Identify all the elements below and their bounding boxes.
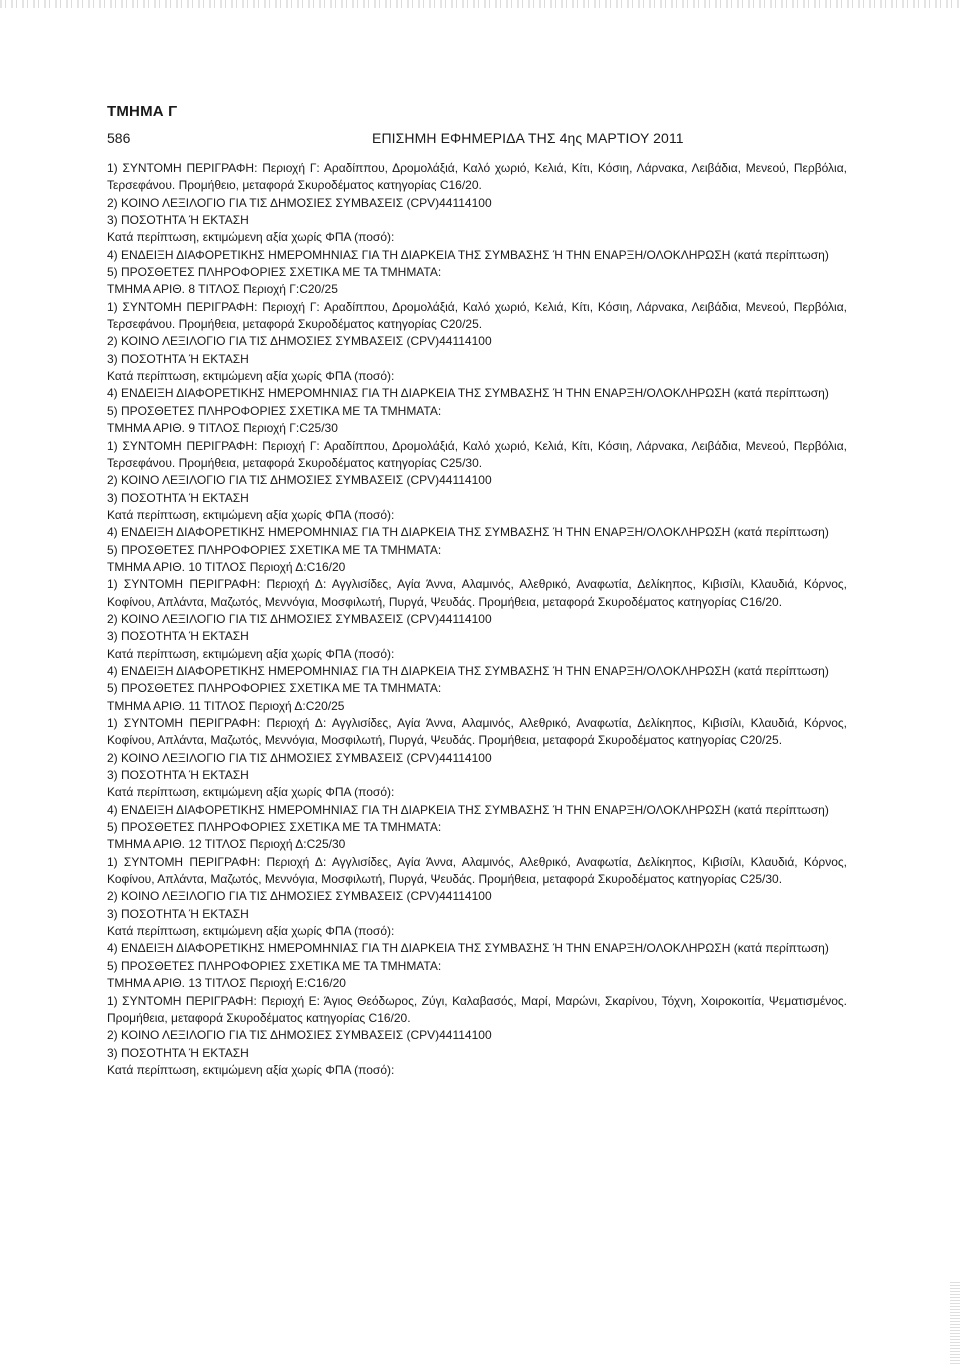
document-line: Κατά περίπτωση, εκτιμώμενη αξία χωρίς ΦΠΑ (ποσό): — [107, 924, 395, 939]
document-line: Κατά περίπτωση, εκτιμώμενη αξία χωρίς ΦΠΑ (ποσό): — [107, 369, 395, 384]
journal-title: ΕΠΙΣΗΜΗ ΕΦΗΜΕΡΙΔΑ ΤΗΣ 4ης ΜΑΡΤΙΟΥ 2011 — [372, 130, 684, 146]
document-line: Κατά περίπτωση, εκτιμώμενη αξία χωρίς ΦΠΑ (ποσό): — [107, 646, 395, 661]
document-line: ΤΜΗΜΑ ΑΡΙΘ. 11 ΤΙΤΛΟΣ Περιοχή Δ:C20/25 — [107, 698, 345, 713]
document-line: Κατά περίπτωση, εκτιμώμενη αξία χωρίς ΦΠΑ (ποσό): — [107, 230, 395, 245]
document-line: 4) ΕΝΔΕΙΞΗ ΔΙΑΦΟΡΕΤΙΚΗΣ ΗΜΕΡΟΜΗΝΙΑΣ ΓΙΑ ΤΗ ΔΙΑΡΚΕΙΑ ΤΗΣ ΣΥΜΒΑΣΗΣ Ή ΤΗΝ ΕΝΑΡΞΗ/ΟΛΟΚΛΗΡΩΣΗ (κατά περίπτωση) — [107, 386, 829, 401]
document-line: 5) ΠΡΟΣΘΕΤΕΣ ΠΛΗΡΟΦΟΡΙΕΣ ΣΧΕΤΙΚΑ ΜΕ ΤΑ ΤΜΗΜΑΤΑ: — [107, 403, 442, 418]
document-line: Κατά περίπτωση, εκτιμώμενη αξία χωρίς ΦΠΑ (ποσό): — [107, 507, 395, 522]
scan-artifact-right — [950, 1280, 960, 1364]
document-line: 1) ΣΥΝΤΟΜΗ ΠΕΡΙΓΡΑΦΗ: Περιοχή Δ: Αγγλισίδες, Αγία Άννα, Αλαμινός, Αλεθρικό, Αναφωτία, Δελίκηπος, Κιβισίλι, Κλαυδιά, Κόρνος, Κοφίνου, Απλάντα, Μαζωτός, Μεννόγια, Μοσφιλωτή, Πυργά, Ψευδάς. Προμήθεια, μεταφορά Σκυροδέματος κατηγορίας C16/20. — [107, 577, 847, 609]
document-line: 3) ΠΟΣΟΤΗΤΑ Ή ΕΚΤΑΣΗ — [107, 1045, 249, 1060]
document-line: 1) ΣΥΝΤΟΜΗ ΠΕΡΙΓΡΑΦΗ: Περιοχή Γ: Αραδίππου, Δρομολάξιά, Καλό χωριό, Κελιά, Κίτι, Κόσιη, Λάρνακα, Λειβάδια, Μενεού, Περβόλια, Τερσεφάνου. Προμήθεια, μεταφορά Σκυροδέματος κατηγορίας C25/30. — [107, 438, 847, 470]
document-line: 3) ΠΟΣΟΤΗΤΑ Ή ΕΚΤΑΣΗ — [107, 768, 249, 783]
document-line: 4) ΕΝΔΕΙΞΗ ΔΙΑΦΟΡΕΤΙΚΗΣ ΗΜΕΡΟΜΗΝΙΑΣ ΓΙΑ ΤΗ ΔΙΑΡΚΕΙΑ ΤΗΣ ΣΥΜΒΑΣΗΣ Ή ΤΗΝ ΕΝΑΡΞΗ/ΟΛΟΚΛΗΡΩΣΗ (κατά περίπτωση) — [107, 802, 829, 817]
document-line: 2) ΚΟΙΝΟ ΛΕΞΙΛΟΓΙΟ ΓΙΑ ΤΙΣ ΔΗΜΟΣΙΕΣ ΣΥΜΒΑΣΕΙΣ (CPV)44114100 — [107, 889, 492, 904]
document-line: 5) ΠΡΟΣΘΕΤΕΣ ΠΛΗΡΟΦΟΡΙΕΣ ΣΧΕΤΙΚΑ ΜΕ ΤΑ ΤΜΗΜΑΤΑ: — [107, 820, 442, 835]
document-line: 5) ΠΡΟΣΘΕΤΕΣ ΠΛΗΡΟΦΟΡΙΕΣ ΣΧΕΤΙΚΑ ΜΕ ΤΑ ΤΜΗΜΑΤΑ: — [107, 681, 442, 696]
document-line: 4) ΕΝΔΕΙΞΗ ΔΙΑΦΟΡΕΤΙΚΗΣ ΗΜΕΡΟΜΗΝΙΑΣ ΓΙΑ ΤΗ ΔΙΑΡΚΕΙΑ ΤΗΣ ΣΥΜΒΑΣΗΣ Ή ΤΗΝ ΕΝΑΡΞΗ/ΟΛΟΚΛΗΡΩΣΗ (κατά περίπτωση) — [107, 525, 829, 540]
document-line: 5) ΠΡΟΣΘΕΤΕΣ ΠΛΗΡΟΦΟΡΙΕΣ ΣΧΕΤΙΚΑ ΜΕ ΤΑ ΤΜΗΜΑΤΑ: — [107, 542, 442, 557]
document-line: ΤΜΗΜΑ ΑΡΙΘ. 13 ΤΙΤΛΟΣ Περιοχή Ε:C16/20 — [107, 976, 346, 991]
document-line: 5) ΠΡΟΣΘΕΤΕΣ ΠΛΗΡΟΦΟΡΙΕΣ ΣΧΕΤΙΚΑ ΜΕ ΤΑ ΤΜΗΜΑΤΑ: — [107, 265, 442, 280]
document-body — [107, 160, 847, 1079]
document-line: 4) ΕΝΔΕΙΞΗ ΔΙΑΦΟΡΕΤΙΚΗΣ ΗΜΕΡΟΜΗΝΙΑΣ ΓΙΑ ΤΗ ΔΙΑΡΚΕΙΑ ΤΗΣ ΣΥΜΒΑΣΗΣ Ή ΤΗΝ ΕΝΑΡΞΗ/ΟΛΟΚΛΗΡΩΣΗ (κατά περίπτωση) — [107, 941, 829, 956]
document-line: 2) ΚΟΙΝΟ ΛΕΞΙΛΟΓΙΟ ΓΙΑ ΤΙΣ ΔΗΜΟΣΙΕΣ ΣΥΜΒΑΣΕΙΣ (CPV)44114100 — [107, 334, 492, 349]
document-line: 3) ΠΟΣΟΤΗΤΑ Ή ΕΚΤΑΣΗ — [107, 629, 249, 644]
document-line: 2) ΚΟΙΝΟ ΛΕΞΙΛΟΓΙΟ ΓΙΑ ΤΙΣ ΔΗΜΟΣΙΕΣ ΣΥΜΒΑΣΕΙΣ (CPV)44114100 — [107, 611, 492, 626]
document-line: 3) ΠΟΣΟΤΗΤΑ Ή ΕΚΤΑΣΗ — [107, 906, 249, 921]
document-line: 4) ΕΝΔΕΙΞΗ ΔΙΑΦΟΡΕΤΙΚΗΣ ΗΜΕΡΟΜΗΝΙΑΣ ΓΙΑ ΤΗ ΔΙΑΡΚΕΙΑ ΤΗΣ ΣΥΜΒΑΣΗΣ Ή ΤΗΝ ΕΝΑΡΞΗ/ΟΛΟΚΛΗΡΩΣΗ (κατά περίπτωση) — [107, 247, 829, 262]
document-line: 1) ΣΥΝΤΟΜΗ ΠΕΡΙΓΡΑΦΗ: Περιοχή Δ: Αγγλισίδες, Αγία Άννα, Αλαμινός, Αλεθρικό, Αναφωτία, Δελίκηπος, Κιβισίλι, Κλαυδιά, Κόρνος, Κοφίνου, Απλάντα, Μαζωτός, Μεννόγια, Μοσφιλωτή, Πυργά, Ψευδάς. Προμήθεια, μεταφορά Σκυροδέματος κατηγορίας C25/30. — [107, 854, 847, 887]
document-line: ΤΜΗΜΑ ΑΡΙΘ. 9 ΤΙΤΛΟΣ Περιοχή Γ:C25/30 — [107, 421, 338, 436]
document-line: 2) ΚΟΙΝΟ ΛΕΞΙΛΟΓΙΟ ΓΙΑ ΤΙΣ ΔΗΜΟΣΙΕΣ ΣΥΜΒΑΣΕΙΣ (CPV)44114100 — [107, 473, 492, 488]
document-line: Κατά περίπτωση, εκτιμώμενη αξία χωρίς ΦΠΑ (ποσό): — [107, 1062, 395, 1077]
document-line: 1) ΣΥΝΤΟΜΗ ΠΕΡΙΓΡΑΦΗ: Περιοχή Γ: Αραδίππου, Δρομολάξιά, Καλό χωριό, Κελιά, Κίτι, Κόσιη, Λάρνακα, Λειβάδια, Μενεού, Περβόλια, Τερσεφάνου. Προμήθειο, μεταφορά Σκυροδέματος κατηγορίας C16/20. — [107, 161, 847, 193]
document-line: 4) ΕΝΔΕΙΞΗ ΔΙΑΦΟΡΕΤΙΚΗΣ ΗΜΕΡΟΜΗΝΙΑΣ ΓΙΑ ΤΗ ΔΙΑΡΚΕΙΑ ΤΗΣ ΣΥΜΒΑΣΗΣ Ή ΤΗΝ ΕΝΑΡΞΗ/ΟΛΟΚΛΗΡΩΣΗ (κατά περίπτωση) — [107, 663, 829, 678]
document-line: 2) ΚΟΙΝΟ ΛΕΞΙΛΟΓΙΟ ΓΙΑ ΤΙΣ ΔΗΜΟΣΙΕΣ ΣΥΜΒΑΣΕΙΣ (CPV)44114100 — [107, 195, 492, 210]
document-line: ΤΜΗΜΑ ΑΡΙΘ. 8 ΤΙΤΛΟΣ Περιοχή Γ:C20/25 — [107, 282, 338, 297]
document-line: 2) ΚΟΙΝΟ ΛΕΞΙΛΟΓΙΟ ΓΙΑ ΤΙΣ ΔΗΜΟΣΙΕΣ ΣΥΜΒΑΣΕΙΣ (CPV)44114100 — [107, 750, 492, 765]
scan-artifact-top — [0, 0, 960, 8]
document-line: 1) ΣΥΝΤΟΜΗ ΠΕΡΙΓΡΑΦΗ: Περιοχή Ε: Άγιος Θεόδωρος, Ζύγι, Καλαβασός, Μαρί, Μαρώνι, Σκαρίνου, Τόχνη, Χοιροκοιτία, Ψεματισμένος. Προμήθεια, μεταφορά Σκυροδέματος κατηγορίας C16/20. — [107, 993, 847, 1025]
document-line: 5) ΠΡΟΣΘΕΤΕΣ ΠΛΗΡΟΦΟΡΙΕΣ ΣΧΕΤΙΚΑ ΜΕ ΤΑ ΤΜΗΜΑΤΑ: — [107, 958, 442, 973]
page-number: 586 — [107, 130, 131, 146]
section-heading: ΤΜΗΜΑ Γ — [107, 103, 178, 120]
document-line: 3) ΠΟΣΟΤΗΤΑ Ή ΕΚΤΑΣΗ — [107, 213, 249, 228]
document-line: 3) ΠΟΣΟΤΗΤΑ Ή ΕΚΤΑΣΗ — [107, 490, 249, 505]
document-line: ΤΜΗΜΑ ΑΡΙΘ. 10 ΤΙΤΛΟΣ Περιοχή Δ:C16/20 — [107, 559, 346, 574]
document-line: 1) ΣΥΝΤΟΜΗ ΠΕΡΙΓΡΑΦΗ: Περιοχή Γ: Αραδίππου, Δρομολάξιά, Καλό χωριό, Κελιά, Κίτι, Κόσιη, Λάρνακα, Λειβάδια, Μενεού, Περβόλια, Τερσεφάνου. Προμήθεια, μεταφορά Σκυροδέματος κατηγορίας C20/25. — [107, 299, 847, 332]
document-line: Κατά περίπτωση, εκτιμώμενη αξία χωρίς ΦΠΑ (ποσό): — [107, 785, 395, 800]
document-line: 3) ΠΟΣΟΤΗΤΑ Ή ΕΚΤΑΣΗ — [107, 351, 249, 366]
document-line: 2) ΚΟΙΝΟ ΛΕΞΙΛΟΓΙΟ ΓΙΑ ΤΙΣ ΔΗΜΟΣΙΕΣ ΣΥΜΒΑΣΕΙΣ (CPV)44114100 — [107, 1028, 492, 1043]
document-line: 1) ΣΥΝΤΟΜΗ ΠΕΡΙΓΡΑΦΗ: Περιοχή Δ: Αγγλισίδες, Αγία Άννα, Αλαμινός, Αλεθρικό, Αναφωτία, Δελίκηπος, Κιβισίλι, Κλαυδιά, Κόρνος, Κοφίνου, Απλάντα, Μαζωτός, Μεννόγια, Μοσφιλωτή, Πυργά, Ψευδάς. Προμήθεια, μεταφορά Σκυροδέματος κατηγορίας C20/25. — [107, 716, 847, 748]
document-line: ΤΜΗΜΑ ΑΡΙΘ. 12 ΤΙΤΛΟΣ Περιοχή Δ:C25/30 — [107, 837, 346, 852]
